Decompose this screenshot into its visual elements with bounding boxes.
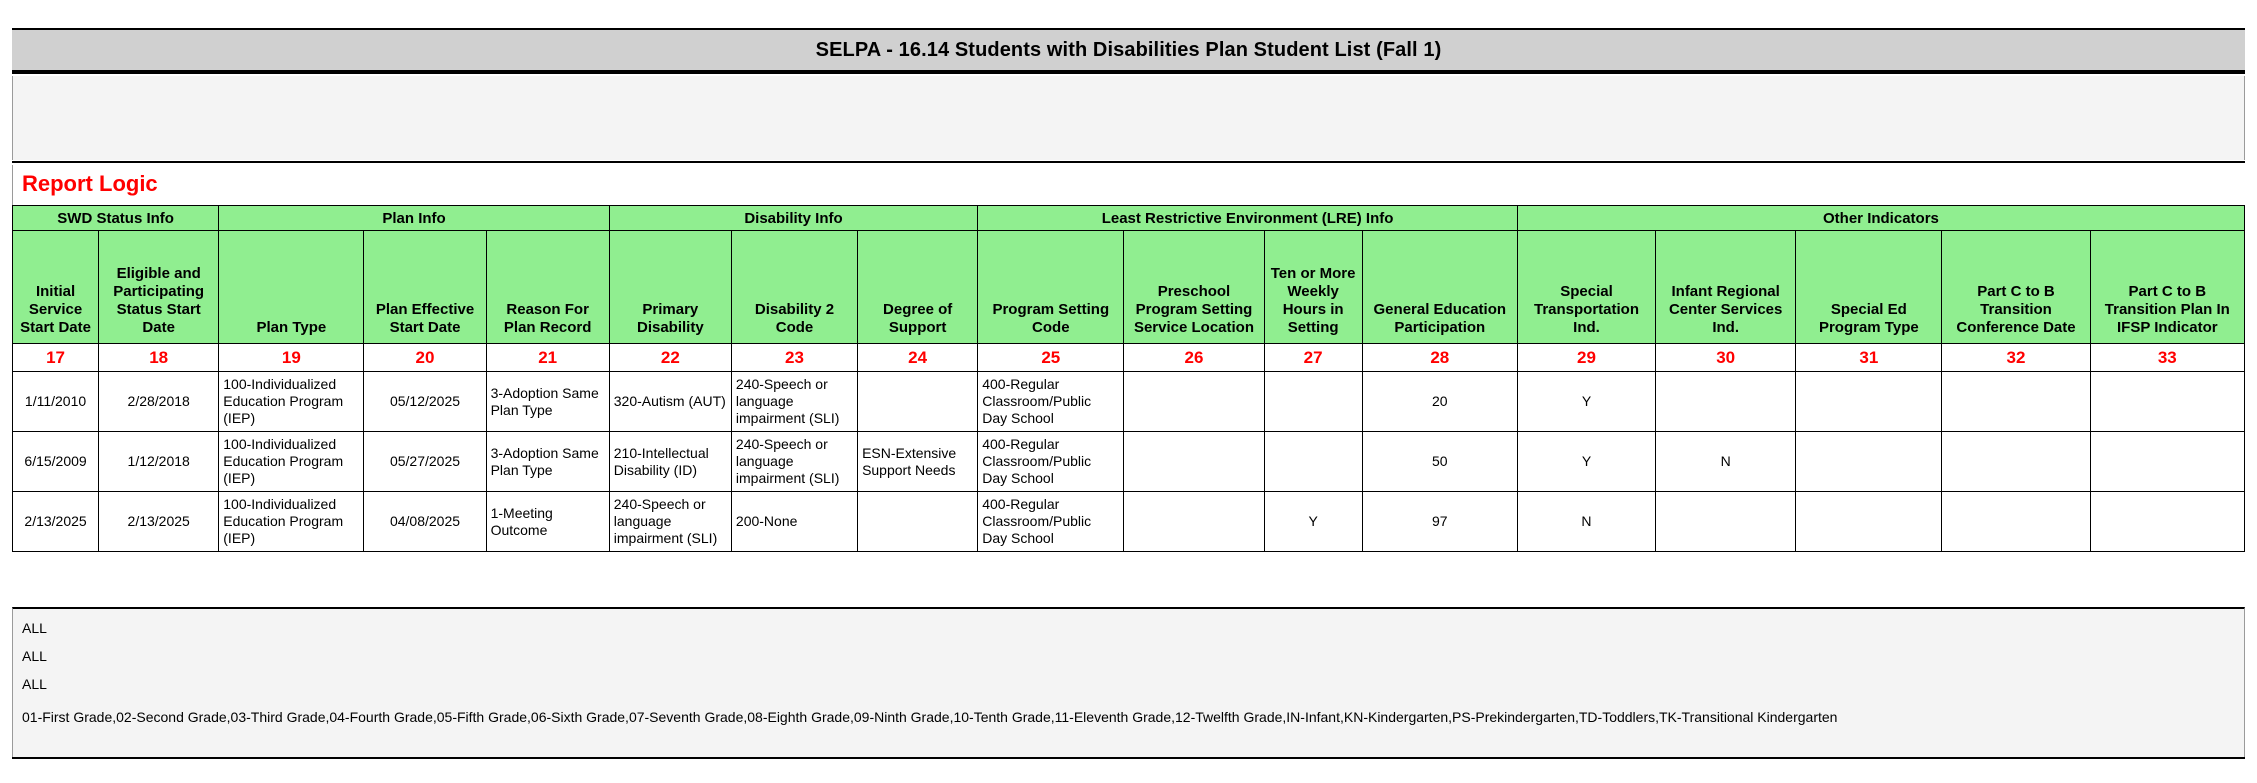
cell-plan-effective-start-date: 05/27/2025 (364, 432, 486, 492)
footer-note-2: ALL (22, 648, 47, 664)
title-divider (12, 72, 2245, 74)
cell-plan-type: 100-Individualized Education Program (IEP) (219, 492, 364, 552)
column-group-disability-info: Disability Info (609, 206, 977, 231)
student-list-table-wrapper (12, 205, 2245, 552)
cell-program-setting-code: 400-Regular Classroom/Public Day School (978, 492, 1124, 552)
footer-note-3: ALL (22, 676, 47, 692)
cell-general-education-participation: 20 (1362, 372, 1517, 432)
cell-part-c-to-b-conference-date (1942, 492, 2090, 552)
column-number-26: 26 (1124, 344, 1264, 372)
cell-preschool-program-setting-service-location (1124, 432, 1264, 492)
column-number-19: 19 (219, 344, 364, 372)
table-row[interactable] (13, 372, 2245, 432)
cell-plan-type: 100-Individualized Education Program (IEP) (219, 432, 364, 492)
column-number-18: 18 (99, 344, 219, 372)
cell-disability-2-code: 240-Speech or language impairment (SLI) (731, 372, 857, 432)
cell-preschool-program-setting-service-location (1124, 492, 1264, 552)
column-number-25: 25 (978, 344, 1124, 372)
column-number-31: 31 (1796, 344, 1942, 372)
column-header-initial-service-start-date[interactable]: Initial Service Start Date (13, 231, 99, 344)
column-number-row (13, 344, 2245, 372)
footer-divider (12, 757, 2245, 759)
cell-reason-for-plan-record: 1-Meeting Outcome (486, 492, 609, 552)
cell-special-ed-program-type (1796, 432, 1942, 492)
cell-infant-regional-center-services-ind: N (1656, 432, 1796, 492)
cell-part-c-to-b-plan-in-ifsp-indicator (2090, 492, 2244, 552)
cell-plan-effective-start-date: 04/08/2025 (364, 492, 486, 552)
page-title: SELPA - 16.14 Students with Disabilities Plan Student List (Fall 1) (815, 39, 1442, 61)
cell-eligible-status-start-date: 2/28/2018 (99, 372, 219, 432)
cell-program-setting-code: 400-Regular Classroom/Public Day School (978, 432, 1124, 492)
cell-special-ed-program-type (1796, 492, 1942, 552)
column-number-32: 32 (1942, 344, 2090, 372)
column-number-21: 21 (486, 344, 609, 372)
column-number-27: 27 (1264, 344, 1362, 372)
column-group-swd-status-info: SWD Status Info (13, 206, 219, 231)
column-number-30: 30 (1656, 344, 1796, 372)
cell-plan-effective-start-date: 05/12/2025 (364, 372, 486, 432)
table-row[interactable] (13, 432, 2245, 492)
cell-reason-for-plan-record: 3-Adoption Same Plan Type (486, 372, 609, 432)
column-header-plan-effective-start-date[interactable]: Plan Effective Start Date (364, 231, 486, 344)
report-footer-panel (12, 607, 2245, 757)
column-group-plan-info: Plan Info (219, 206, 610, 231)
column-header-special-transportation-ind[interactable]: Special Transportation Ind. (1517, 231, 1655, 344)
report-title-bar (12, 28, 2245, 72)
column-header-disability-2-code[interactable]: Disability 2 Code (731, 231, 857, 344)
column-header-infant-regional-center-services-ind[interactable]: Infant Regional Center Services Ind. (1656, 231, 1796, 344)
column-header-degree-of-support[interactable]: Degree of Support (858, 231, 978, 344)
cell-primary-disability: 240-Speech or language impairment (SLI) (609, 492, 731, 552)
column-header-part-c-to-b-transition-plan-in-ifsp-indicator[interactable]: Part C to B Transition Plan In IFSP Indicator (2090, 231, 2244, 344)
column-number-28: 28 (1362, 344, 1517, 372)
cell-eligible-status-start-date: 1/12/2018 (99, 432, 219, 492)
cell-disability-2-code: 240-Speech or language impairment (SLI) (731, 432, 857, 492)
cell-degree-of-support (858, 372, 978, 432)
column-header-special-ed-program-type[interactable]: Special Ed Program Type (1796, 231, 1942, 344)
column-number-33: 33 (2090, 344, 2244, 372)
cell-part-c-to-b-conference-date (1942, 372, 2090, 432)
cell-primary-disability: 320-Autism (AUT) (609, 372, 731, 432)
cell-program-setting-code: 400-Regular Classroom/Public Day School (978, 372, 1124, 432)
column-header-part-c-to-b-transition-conference-date[interactable]: Part C to B Transition Conference Date (1942, 231, 2090, 344)
cell-initial-service-start-date: 2/13/2025 (13, 492, 99, 552)
cell-ten-or-more-weekly-hours (1264, 432, 1362, 492)
cell-ten-or-more-weekly-hours: Y (1264, 492, 1362, 552)
cell-infant-regional-center-services-ind (1656, 372, 1796, 432)
cell-degree-of-support: ESN-Extensive Support Needs (858, 432, 978, 492)
cell-part-c-to-b-plan-in-ifsp-indicator (2090, 432, 2244, 492)
report-logic-section (12, 165, 2245, 205)
cell-eligible-status-start-date: 2/13/2025 (99, 492, 219, 552)
cell-initial-service-start-date: 1/11/2010 (13, 372, 99, 432)
column-header-plan-type[interactable]: Plan Type (219, 231, 364, 344)
cell-degree-of-support (858, 492, 978, 552)
cell-initial-service-start-date: 6/15/2009 (13, 432, 99, 492)
table-row[interactable] (13, 492, 2245, 552)
cell-part-c-to-b-plan-in-ifsp-indicator (2090, 372, 2244, 432)
cell-general-education-participation: 50 (1362, 432, 1517, 492)
column-header-row (13, 231, 2245, 344)
cell-infant-regional-center-services-ind (1656, 492, 1796, 552)
cell-primary-disability: 210-Intellectual Disability (ID) (609, 432, 731, 492)
footer-grade-list: 01-First Grade,02-Second Grade,03-Third Grade,04-Fourth Grade,05-Fifth Grade,06-Sixth Grade,07-Seventh Grade,08-Eighth Grade,09-Ninth Grade,10-Tenth Grade,11-Eleventh Grade,12-Twelfth Grade,IN-Infant,KN-Kindergarten,PS-Prekindergarten,TD-Toddlers,TK-Transitional Kindergarten (22, 709, 1838, 725)
column-group-lre-info: Least Restrictive Environment (LRE) Info (978, 206, 1518, 231)
column-number-29: 29 (1517, 344, 1655, 372)
column-number-23: 23 (731, 344, 857, 372)
student-list-table (12, 205, 2245, 552)
column-number-24: 24 (858, 344, 978, 372)
column-header-program-setting-code[interactable]: Program Setting Code (978, 231, 1124, 344)
column-header-ten-or-more-weekly-hours-in-setting[interactable]: Ten or More Weekly Hours in Setting (1264, 231, 1362, 344)
column-header-general-education-participation[interactable]: General Education Participation (1362, 231, 1517, 344)
cell-special-transportation-ind: N (1517, 492, 1655, 552)
cell-special-transportation-ind: Y (1517, 372, 1655, 432)
cell-special-ed-program-type (1796, 372, 1942, 432)
column-number-22: 22 (609, 344, 731, 372)
cell-part-c-to-b-conference-date (1942, 432, 2090, 492)
cell-plan-type: 100-Individualized Education Program (IEP) (219, 372, 364, 432)
cell-general-education-participation: 97 (1362, 492, 1517, 552)
footer-note-1: ALL (22, 620, 47, 636)
cell-special-transportation-ind: Y (1517, 432, 1655, 492)
report-logic-heading: Report Logic (22, 171, 158, 196)
column-header-reason-for-plan-record[interactable]: Reason For Plan Record (486, 231, 609, 344)
cell-disability-2-code: 200-None (731, 492, 857, 552)
report-parameter-panel (12, 76, 2245, 160)
column-group-other-indicators: Other Indicators (1517, 206, 2244, 231)
column-number-20: 20 (364, 344, 486, 372)
cell-ten-or-more-weekly-hours (1264, 372, 1362, 432)
column-number-17: 17 (13, 344, 99, 372)
cell-reason-for-plan-record: 3-Adoption Same Plan Type (486, 432, 609, 492)
column-header-eligible-and-participating-status-start-date[interactable]: Eligible and Participating Status Start Date (99, 231, 219, 344)
column-group-header-row (13, 206, 2245, 231)
column-header-preschool-program-setting-service-location[interactable]: Preschool Program Setting Service Location (1124, 231, 1264, 344)
cell-preschool-program-setting-service-location (1124, 372, 1264, 432)
column-header-primary-disability[interactable]: Primary Disability (609, 231, 731, 344)
parameter-panel-divider (12, 161, 2245, 163)
